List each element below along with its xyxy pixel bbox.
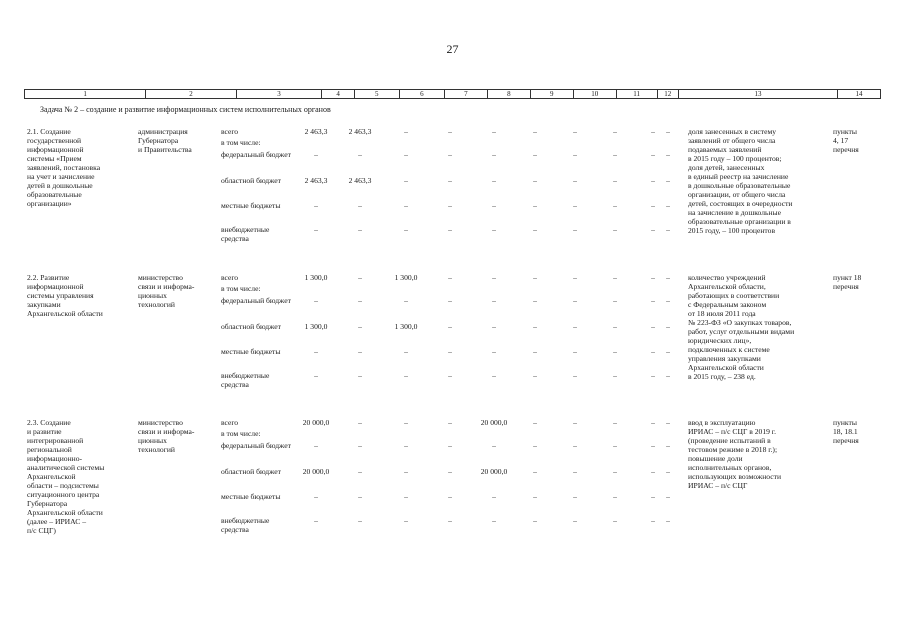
funding-value: –: [651, 418, 655, 427]
measure-indicator: ввод в эксплуатацию ИРИАС – п/с СЦГ в 2019 г. (проведение испытаний в тестовом режиме в 2018 г.); повышение доли исполнительных органов, использующих возможности ИРИАС – п/с СЦГ: [688, 418, 782, 490]
funding-value: –: [666, 418, 670, 427]
funding-value: –: [666, 347, 670, 356]
funding-value: –: [573, 371, 577, 380]
funding-value: –: [404, 296, 408, 305]
funding-row: [0, 347, 905, 371]
funding-value: –: [404, 225, 408, 234]
funding-source-label: областной бюджет: [221, 322, 281, 331]
funding-value: –: [533, 322, 537, 331]
funding-value: –: [358, 418, 362, 427]
funding-value: –: [573, 418, 577, 427]
funding-value: –: [358, 201, 362, 210]
funding-value: –: [651, 225, 655, 234]
funding-value: 1 300,0: [394, 273, 418, 282]
funding-value: –: [533, 150, 537, 159]
funding-value: 2 463,3: [348, 127, 372, 136]
funding-value: –: [314, 296, 318, 305]
funding-value: –: [448, 441, 452, 450]
funding-value: 2 463,3: [304, 176, 328, 185]
funding-value: –: [573, 322, 577, 331]
funding-source-label: всего: [221, 127, 239, 136]
measure-indicator: доля занесенных в систему заявлений от общего числа подаваемых заявлений в 2015 году – 100 процентов; доля детей, занесенных в единый реестр на зачисление в дошкольные образовательные организации, от общего числа детей, состоящих в очередности на зачисление в дошкольные образовательные организации в 2015 году, – 100 процентов: [688, 127, 793, 235]
funding-value: 2 463,3: [304, 127, 328, 136]
column-number-header: [24, 89, 881, 99]
funding-value: –: [533, 225, 537, 234]
funding-row: [0, 176, 905, 200]
funding-value: –: [492, 176, 496, 185]
funding-value: –: [358, 441, 362, 450]
task-title: Задача № 2 – создание и развитие информационных систем исполнительных органов: [40, 105, 331, 114]
funding-value: –: [533, 441, 537, 450]
funding-value: 1 300,0: [304, 273, 328, 282]
funding-value: –: [448, 347, 452, 356]
funding-value: –: [448, 418, 452, 427]
funding-value: –: [358, 273, 362, 282]
funding-source-label: местные бюджеты: [221, 492, 281, 501]
funding-value: –: [358, 467, 362, 476]
funding-value: –: [613, 371, 617, 380]
column-header-1: 1: [25, 90, 146, 99]
funding-value: –: [448, 201, 452, 210]
measure-name: 2.2. Развитие информационной системы управления закупками Архангельской области: [27, 273, 103, 318]
funding-value: 20 000,0: [480, 467, 508, 476]
measure-executor: администрация Губернатора и Правительства: [138, 127, 192, 154]
funding-value: –: [358, 492, 362, 501]
funding-source-label: в том числе:: [221, 429, 261, 438]
column-header-2: 2: [146, 90, 236, 99]
column-header-13: 13: [678, 90, 837, 99]
funding-value: –: [651, 176, 655, 185]
funding-value: –: [666, 371, 670, 380]
funding-source-label: федеральный бюджет: [221, 296, 291, 305]
funding-value: –: [358, 347, 362, 356]
funding-value: –: [492, 273, 496, 282]
funding-value: –: [492, 371, 496, 380]
funding-value: –: [358, 225, 362, 234]
funding-value: –: [448, 322, 452, 331]
funding-value: –: [533, 418, 537, 427]
funding-value: –: [448, 273, 452, 282]
funding-value: 20 000,0: [302, 467, 330, 476]
measure-reference: пункт 18 перечня: [833, 273, 862, 291]
column-header-4: 4: [322, 90, 354, 99]
column-header-9: 9: [530, 90, 573, 99]
funding-value: –: [651, 201, 655, 210]
funding-value: –: [533, 467, 537, 476]
funding-value: –: [492, 225, 496, 234]
funding-source-label: областной бюджет: [221, 176, 281, 185]
funding-value: –: [448, 516, 452, 525]
column-header-6: 6: [399, 90, 444, 99]
funding-value: –: [492, 441, 496, 450]
funding-value: –: [533, 273, 537, 282]
funding-value: 1 300,0: [304, 322, 328, 331]
measure-reference: пункты 4, 17 перечня: [833, 127, 859, 154]
funding-value: –: [404, 127, 408, 136]
funding-value: –: [613, 322, 617, 331]
measure-reference: пункты 18, 18.1 перечня: [833, 418, 859, 445]
funding-value: –: [533, 516, 537, 525]
funding-value: –: [314, 347, 318, 356]
column-header-3: 3: [236, 90, 322, 99]
funding-source-label: всего: [221, 418, 239, 427]
funding-value: –: [358, 322, 362, 331]
funding-row: [0, 371, 905, 395]
funding-source-label: федеральный бюджет: [221, 150, 291, 159]
funding-value: –: [651, 127, 655, 136]
funding-row: [0, 322, 905, 346]
funding-value: –: [492, 201, 496, 210]
funding-value: –: [533, 296, 537, 305]
funding-value: –: [404, 467, 408, 476]
funding-value: –: [651, 347, 655, 356]
funding-value: –: [651, 296, 655, 305]
funding-value: –: [573, 492, 577, 501]
funding-value: –: [666, 441, 670, 450]
funding-value: –: [448, 467, 452, 476]
funding-value: –: [404, 201, 408, 210]
funding-value: –: [651, 467, 655, 476]
funding-row: [0, 296, 905, 320]
column-header-11: 11: [616, 90, 657, 99]
funding-value: –: [573, 127, 577, 136]
funding-value: –: [613, 296, 617, 305]
column-header-10: 10: [573, 90, 616, 99]
measure-block-1: [0, 127, 905, 267]
funding-value: –: [533, 176, 537, 185]
column-header-7: 7: [444, 90, 487, 99]
funding-value: –: [314, 516, 318, 525]
funding-value: –: [404, 441, 408, 450]
funding-value: –: [448, 371, 452, 380]
funding-value: –: [573, 296, 577, 305]
funding-value: –: [613, 418, 617, 427]
measure-indicator: количество учреждений Архангельской области, работающих в соответствии с Федеральным законом от 18 июля 2011 года № 223-ФЗ «О закупках товаров, работ, услуг отдельными видами юридических лиц», подключенных к системе управления закупками Архангельской области в 2015 году, – 238 ед.: [688, 273, 795, 381]
funding-value: –: [666, 273, 670, 282]
funding-value: –: [314, 225, 318, 234]
funding-source-label: внебюджетные средства: [221, 225, 270, 243]
funding-value: –: [404, 516, 408, 525]
funding-value: –: [314, 201, 318, 210]
measure-block-3: [0, 418, 905, 558]
funding-value: –: [404, 347, 408, 356]
funding-value: –: [314, 371, 318, 380]
funding-value: –: [533, 492, 537, 501]
funding-value: –: [573, 441, 577, 450]
funding-value: –: [448, 296, 452, 305]
funding-value: –: [492, 322, 496, 331]
funding-value: –: [666, 322, 670, 331]
funding-value: –: [613, 201, 617, 210]
funding-value: –: [573, 225, 577, 234]
column-header-14: 14: [837, 90, 880, 99]
funding-source-label: местные бюджеты: [221, 347, 281, 356]
funding-value: –: [573, 273, 577, 282]
funding-value: –: [533, 127, 537, 136]
funding-source-label: областной бюджет: [221, 467, 281, 476]
funding-value: –: [613, 347, 617, 356]
funding-value: –: [573, 516, 577, 525]
measure-executor: министерство связи и информа- ционных технологий: [138, 273, 195, 309]
funding-value: –: [651, 273, 655, 282]
funding-source-label: всего: [221, 273, 239, 282]
funding-value: –: [448, 176, 452, 185]
funding-source-label: федеральный бюджет: [221, 441, 291, 450]
column-header-5: 5: [354, 90, 399, 99]
funding-value: –: [573, 150, 577, 159]
funding-value: –: [404, 418, 408, 427]
funding-value: –: [666, 127, 670, 136]
funding-value: –: [651, 371, 655, 380]
funding-row: [0, 516, 905, 540]
funding-source-label: внебюджетные средства: [221, 371, 270, 389]
funding-value: –: [492, 492, 496, 501]
funding-value: –: [492, 516, 496, 525]
funding-value: –: [533, 347, 537, 356]
funding-value: –: [448, 150, 452, 159]
measure-name: 2.1. Создание государственной информационной системы «Прием заявлений, постановка на учет и зачисление детей в дошкольные образовательные организации»: [27, 127, 101, 208]
funding-value: –: [573, 176, 577, 185]
funding-value: –: [651, 150, 655, 159]
funding-value: –: [666, 150, 670, 159]
funding-value: –: [404, 371, 408, 380]
funding-value: –: [613, 150, 617, 159]
funding-value: –: [533, 371, 537, 380]
funding-value: –: [404, 492, 408, 501]
measure-name: 2.3. Создание и развитие интегрированной региональной информационно- аналитической системы Архангельской области – подсистемы ситуационного центра Губернатора Архангельской области (далее – ИРИАС – п/с СЦГ): [27, 418, 105, 535]
funding-row: [0, 201, 905, 225]
funding-source-label: в том числе:: [221, 284, 261, 293]
funding-value: –: [314, 150, 318, 159]
funding-value: –: [404, 150, 408, 159]
funding-value: –: [448, 492, 452, 501]
funding-value: –: [613, 441, 617, 450]
funding-value: –: [613, 127, 617, 136]
funding-value: –: [492, 347, 496, 356]
measure-block-2: [0, 273, 905, 413]
funding-row: [0, 225, 905, 249]
funding-value: –: [358, 296, 362, 305]
funding-value: –: [492, 150, 496, 159]
funding-value: –: [666, 201, 670, 210]
funding-value: –: [613, 176, 617, 185]
funding-value: –: [666, 492, 670, 501]
funding-value: –: [573, 347, 577, 356]
funding-row: [0, 467, 905, 491]
funding-value: –: [613, 516, 617, 525]
funding-value: –: [613, 492, 617, 501]
funding-value: –: [651, 441, 655, 450]
funding-source-label: внебюджетные средства: [221, 516, 270, 534]
funding-value: –: [448, 127, 452, 136]
funding-value: –: [613, 467, 617, 476]
funding-source-label: в том числе:: [221, 138, 261, 147]
funding-value: –: [358, 150, 362, 159]
funding-value: –: [666, 467, 670, 476]
funding-source-label: местные бюджеты: [221, 201, 281, 210]
funding-value: –: [358, 516, 362, 525]
funding-value: –: [666, 516, 670, 525]
funding-value: –: [314, 441, 318, 450]
funding-value: –: [358, 371, 362, 380]
funding-value: 20 000,0: [302, 418, 330, 427]
funding-row: [0, 150, 905, 174]
funding-value: –: [666, 176, 670, 185]
funding-value: 1 300,0: [394, 322, 418, 331]
funding-row: [0, 492, 905, 516]
column-header-8: 8: [487, 90, 530, 99]
funding-value: –: [448, 225, 452, 234]
funding-value: –: [492, 296, 496, 305]
measure-executor: министерство связи и информа- ционных технологий: [138, 418, 195, 454]
funding-value: –: [651, 322, 655, 331]
funding-value: –: [666, 225, 670, 234]
column-header-12: 12: [657, 90, 678, 99]
funding-value: –: [492, 127, 496, 136]
funding-value: –: [573, 467, 577, 476]
funding-value: 20 000,0: [480, 418, 508, 427]
page-number: 27: [446, 42, 459, 56]
funding-value: 2 463,3: [348, 176, 372, 185]
funding-value: –: [404, 176, 408, 185]
funding-value: –: [613, 273, 617, 282]
funding-value: –: [613, 225, 617, 234]
funding-value: –: [666, 296, 670, 305]
funding-value: –: [651, 492, 655, 501]
funding-value: –: [314, 492, 318, 501]
funding-value: –: [651, 516, 655, 525]
funding-row: [0, 441, 905, 465]
funding-value: –: [533, 201, 537, 210]
funding-value: –: [573, 201, 577, 210]
